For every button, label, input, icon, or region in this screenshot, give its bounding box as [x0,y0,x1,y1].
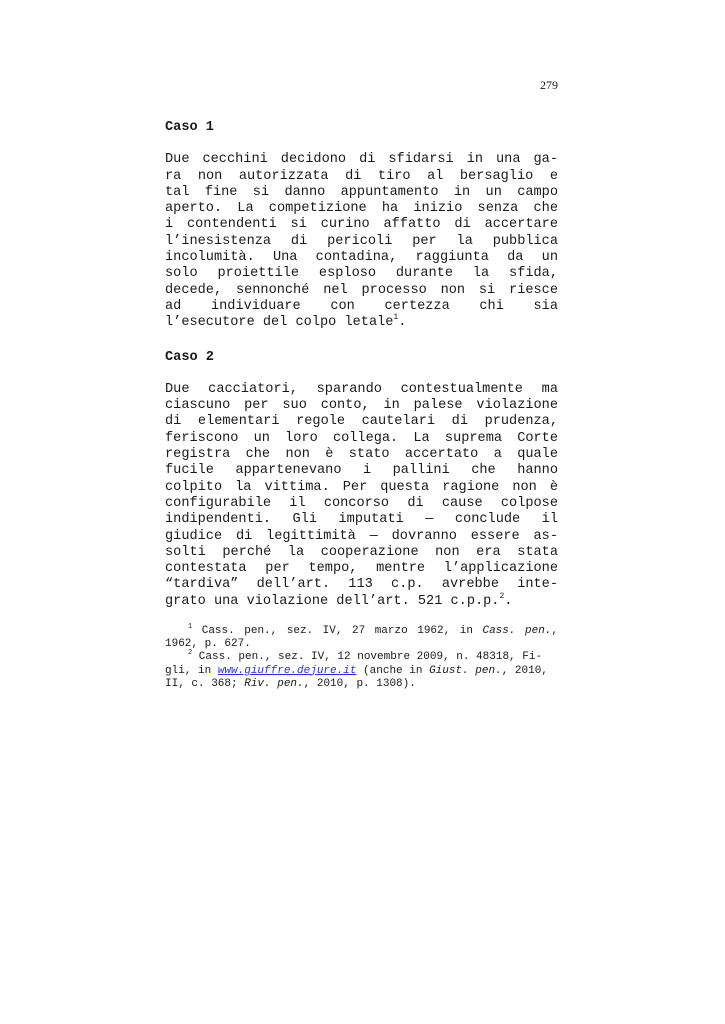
case2-line-tail: . [504,593,513,609]
case2-line: giudice di legittimità — dovranno essere as- [165,528,558,544]
footnote-2-text: , 2010, p. 1308). [303,677,416,690]
case2-line: solti perché la cooperazione non era stata [165,544,558,560]
footnote-2-line-1 [165,651,558,664]
case2-line: fucile appartenevano i pallini che hanno [165,463,558,479]
main-text [165,120,558,610]
footnote-2-text: , 2010, [501,664,548,677]
footnote-1-text-end: , [551,625,559,637]
footnote-2-number: 2 [188,649,193,658]
footnote-2-text: II, c. 368; [165,677,245,690]
case2-line: feriscono un loro collega. La suprema Corte [165,430,558,446]
dejure-link[interactable]: www.giuffre.dejure.it [217,664,357,677]
case1-line: tal fine si danno appuntamento in un campo [165,184,558,200]
case1-line: l’esecutore del colpo letale [165,315,394,331]
case1-line-tail: . [398,315,407,331]
footnotes [165,625,558,691]
case1-paragraph [165,152,558,331]
footnote-2-text: (anche in [356,664,430,677]
footnote-2-journal-2: Riv. pen. [244,677,304,690]
page-number: 279 [540,78,558,92]
case1-heading: Caso 1 [165,120,214,135]
footnote-2-line-3 [165,678,558,691]
case1-line: solo proiettile esploso durante la sfida, [165,266,558,282]
footnote-ref-1[interactable]: 1 [393,313,399,323]
case1-line: i contendenti si curino affatto di accertare [165,217,558,233]
footnote-2-line-2 [165,665,558,678]
case2-paragraph [165,382,558,610]
case1-line: ad individuare con certezza chi sia [165,298,558,314]
case1-line: incolumità. Una contadina, raggiunta da un [165,250,558,266]
footnote-1-journal: Cass. pen. [482,625,552,637]
footnote-1-line-2: 1962, p. 627. [165,638,251,651]
footnote-1-text: Cass. pen., sez. IV, 27 marzo 1962, in [192,625,483,637]
case2-line: indipendenti. Gli imputati — conclude il [165,512,558,528]
footnote-1-line-1 [165,625,558,638]
case2-line: colpito la vittima. Per questa ragione non è [165,479,558,495]
case2-line: configurabile il concorso di cause colpose [165,495,558,511]
case1-line: aperto. La competizione ha inizio senza che [165,201,558,217]
footnote-2-journal-1: Giust. pen. [429,664,502,677]
footnote-2-text: gli, in [165,664,218,677]
case1-line: decede, sennonché nel processo non si riesce [165,282,558,298]
case1-line: ra non autorizzata di tiro al bersaglio e [165,168,558,184]
case2-heading: Caso 2 [165,349,214,365]
case2-line: contestata per tempo, mentre l’applicazione [165,561,558,577]
case2-line: Due cacciatori, sparando contestualmente ma [165,381,558,397]
case2-line: “tardiva” dell’art. 113 c.p. avrebbe inte- [165,577,558,593]
case2-last-line [165,591,558,610]
footnote-1-number: 1 [188,623,193,631]
footnote-2-text: Cass. pen., sez. IV, 12 novembre 2009, n. 48318, Fi- [192,651,543,664]
case2-line: di elementari regole cautelari di prudenza, [165,414,558,430]
footnote-ref-2[interactable]: 2 [499,591,505,601]
case2-line: registra che non è stato accertato a quale [165,447,558,463]
case1-last-line [165,315,558,331]
case2-line: grato una violazione dell’art. 521 c.p.p. [165,593,500,609]
case1-line: Due cecchini decidono di sfidarsi in una ga- [165,152,558,168]
case2-line: ciascuno per suo conto, in palese violazione [165,398,558,414]
case1-line: l’inesistenza di pericoli per la pubblica [165,233,558,249]
